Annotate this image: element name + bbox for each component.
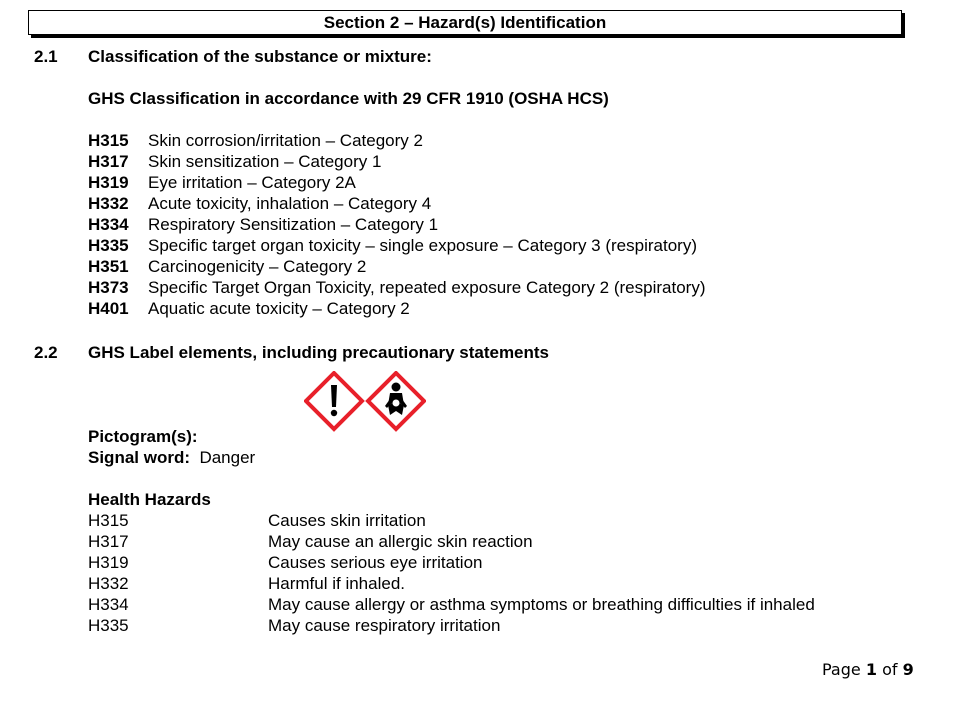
list-item (88, 130, 706, 151)
hazard-description: Acute toxicity, inhalation – Category 4 (148, 194, 432, 213)
hazard-code: H332 (88, 194, 129, 213)
hazard-code: H373 (88, 278, 129, 297)
health-hazards-heading: Health Hazards (88, 490, 211, 509)
page-number (822, 660, 914, 679)
hazard-statement: Harmful if inhaled. (268, 574, 406, 593)
ghs-pictograms (304, 371, 426, 433)
hazard-code: H319 (88, 173, 129, 192)
list-item (88, 151, 706, 172)
current-page: 1 (865, 660, 877, 679)
total-pages: 9 (902, 660, 914, 679)
list-item (88, 172, 706, 193)
hazard-description: Specific Target Organ Toxicity, repeated exposure Category 2 (respiratory) (148, 278, 706, 297)
hazard-statement: May cause an allergic skin reaction (268, 532, 533, 551)
ghs-pictogram-group (304, 371, 426, 433)
ghs-classification-heading: GHS Classification in accordance with 29 CFR 1910 (OSHA HCS) (88, 89, 609, 108)
list-item (88, 531, 815, 552)
hazard-description: Skin corrosion/irritation – Category 2 (148, 131, 423, 150)
list-item (88, 235, 706, 256)
classification-heading: Classification of the substance or mixture: (88, 47, 432, 66)
hazard-description: Skin sensitization – Category 1 (148, 152, 382, 171)
hazard-statement: May cause allergy or asthma symptoms or breathing difficulties if inhaled (268, 595, 815, 614)
section-2-2-number: 2.2 (34, 343, 58, 362)
health-hazards-list (88, 510, 815, 636)
hazard-code: H315 (88, 511, 129, 530)
list-item (88, 214, 706, 235)
hazard-description: Eye irritation – Category 2A (148, 173, 356, 192)
hazard-statement: Causes skin irritation (268, 511, 426, 530)
exclamation-mark-icon (306, 373, 362, 429)
hazard-code: H319 (88, 553, 129, 572)
hazard-code: H315 (88, 131, 129, 150)
signal-word-line (88, 448, 255, 468)
pictogram-label: Pictogram(s): (88, 427, 198, 446)
hazard-code: H317 (88, 152, 129, 171)
section-2-1-number: 2.1 (34, 47, 58, 66)
list-item (88, 594, 815, 615)
hazard-statement: May cause respiratory irritation (268, 616, 501, 635)
list-item (88, 573, 815, 594)
list-item (88, 552, 815, 573)
hazard-code: H335 (88, 616, 129, 635)
list-item (88, 615, 815, 636)
section-header (28, 10, 902, 35)
hazard-code: H334 (88, 595, 129, 614)
hazard-description: Respiratory Sensitization – Category 1 (148, 215, 439, 234)
classification-list (88, 130, 706, 319)
of-label: of (882, 660, 898, 679)
list-item (88, 510, 815, 531)
hazard-code: H351 (88, 257, 129, 276)
page-label: Page (822, 660, 861, 679)
list-item (88, 277, 706, 298)
list-item (88, 298, 706, 319)
hazard-code: H317 (88, 532, 129, 551)
signal-word-label: Signal word: (88, 448, 190, 467)
hazard-code: H334 (88, 215, 129, 234)
hazard-description: Specific target organ toxicity – single exposure – Category 3 (respiratory) (148, 236, 697, 255)
hazard-description: Carcinogenicity – Category 2 (148, 257, 367, 276)
label-elements-heading: GHS Label elements, including precautionary statements (88, 343, 550, 362)
hazard-code: H332 (88, 574, 129, 593)
list-item (88, 193, 706, 214)
list-item (88, 256, 706, 277)
hazard-description: Aquatic acute toxicity – Category 2 (148, 299, 410, 318)
signal-word-value: Danger (199, 448, 256, 467)
hazard-code: H335 (88, 236, 129, 255)
hazard-code: H401 (88, 299, 129, 318)
hazard-statement: Causes serious eye irritation (268, 553, 483, 572)
health-hazard-icon (368, 373, 424, 429)
section-title: Section 2 – Hazard(s) Identification (323, 12, 607, 32)
